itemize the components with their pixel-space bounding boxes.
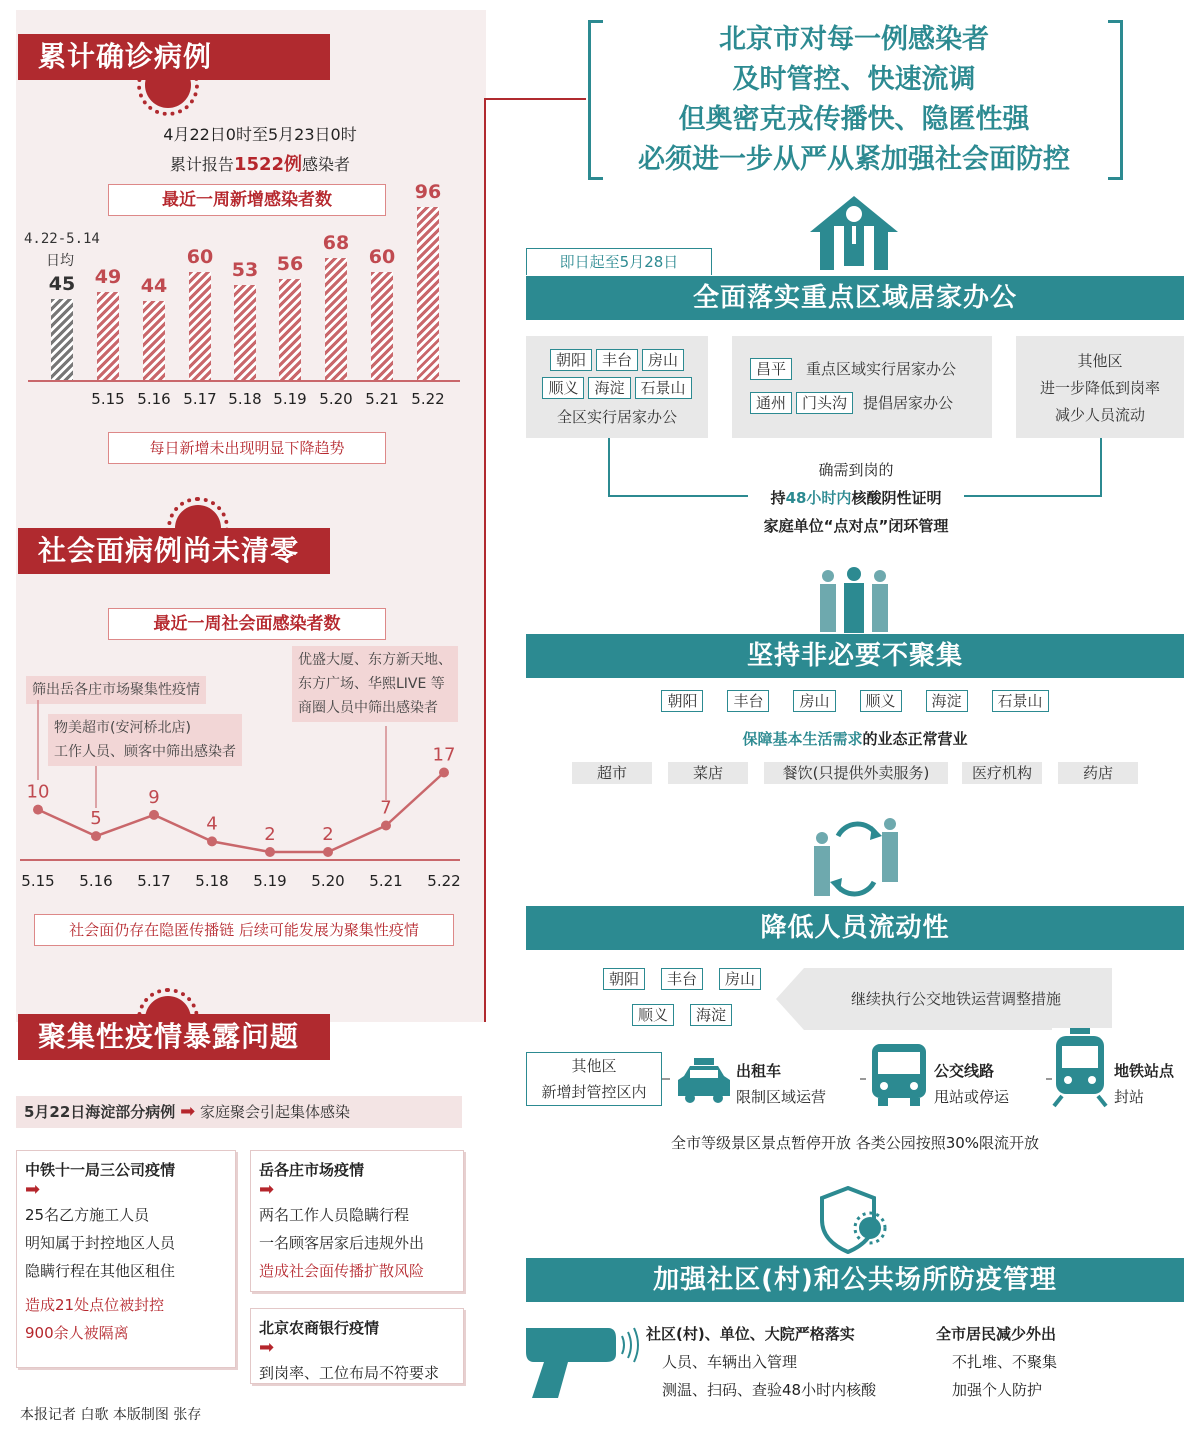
bar-x-label: 5.22: [411, 390, 445, 408]
s3-arrow-text: 继续执行公交地铁运营调整措施: [850, 990, 1061, 1008]
point-value-label: 2: [322, 824, 334, 845]
parks-note: 全市等级景区景点暂停开放 各类公园按照30%限流开放: [670, 1134, 1040, 1152]
district-tag: 海淀: [588, 377, 630, 399]
card-line: 两名工作人员隐瞒行程: [259, 1206, 410, 1224]
card-result: 900余人被隔离: [25, 1324, 129, 1342]
case-label: 5月22日海淀部分病例: [24, 1103, 176, 1121]
point-value-label: 4: [206, 813, 218, 835]
card-result: 造成社会面传播扩散风险: [259, 1262, 425, 1280]
district-tag: 丰台: [596, 349, 638, 371]
point-value-label: 9: [148, 786, 160, 808]
metro-icon: [1052, 1028, 1108, 1108]
data-point: [439, 768, 449, 778]
box-home-office-partial: [732, 336, 992, 438]
resident-measures: [936, 1320, 1057, 1404]
s2-text: 保障基本生活需求的业态正常营业: [742, 730, 968, 748]
district-tag: 顺义: [632, 1004, 674, 1026]
box-text: 重点区域实行居家办公: [806, 360, 957, 378]
section3-title: 聚集性疫情暴露问题: [18, 1014, 330, 1060]
bar-value-label: 96: [414, 181, 442, 204]
district-tag: 丰台: [727, 690, 769, 712]
bar-x-label: 5.16: [137, 390, 171, 408]
headline-line: 必须进一步从严从紧加强社会面防控: [638, 144, 1070, 175]
section-r3-title: 降低人员流动性: [526, 906, 1184, 950]
box-text: 提倡居家办公: [863, 394, 954, 412]
section1-title: 累计确诊病例: [18, 34, 330, 80]
bar-value-label: 60: [368, 246, 396, 268]
metro-title: 地铁站点: [1114, 1062, 1175, 1080]
section-r4-title: 加强社区(村)和公共场所防疫管理: [526, 1258, 1184, 1302]
arrow-right-icon: ➡: [180, 1101, 196, 1122]
line-x-label: 5.19: [253, 872, 287, 890]
measure-title: 全市居民减少外出: [936, 1325, 1057, 1343]
case-row: [16, 1096, 462, 1128]
box-text: 其他区: [1077, 352, 1123, 370]
row-changping: [748, 352, 992, 386]
district-tag: 顺义: [542, 377, 584, 399]
line-x-label: 5.18: [195, 872, 229, 890]
district-list: [526, 690, 1184, 712]
line-x-label: 5.21: [369, 872, 403, 890]
district-tag: 石景山: [635, 377, 692, 399]
card-title: 岳各庄市场疫情: [259, 1161, 365, 1179]
bracket-line: [608, 438, 610, 496]
card-line: 一名顾客居家后违规外出: [259, 1234, 425, 1252]
bar-value-label: 44: [140, 274, 168, 297]
note-wumart-line2: 工作人员、顾客中筛出感染者: [54, 744, 236, 760]
measure-title: 社区(村)、单位、大院严格落实: [646, 1325, 855, 1343]
point-value-label: 17: [432, 744, 456, 766]
district-list: [592, 1004, 772, 1026]
week2-title: 最近一周社会面感染者数: [108, 608, 386, 640]
bar-x-label: 5.18: [228, 390, 262, 408]
district-tag: 石景山: [992, 690, 1049, 712]
headline: [600, 20, 1108, 180]
case-result: 家庭聚会引起集体感染: [199, 1103, 350, 1121]
house-office-icon: [808, 192, 900, 272]
note-bd-line1: 优盛大厦、东方新天地、: [298, 652, 452, 668]
bracket-line: [1100, 438, 1102, 496]
section-r1-title: 全面落实重点区域居家办公: [526, 276, 1184, 320]
row-tongzhou: [748, 386, 992, 420]
data-point: [323, 847, 333, 857]
card-line: 到岗率、工位布局不符要求: [259, 1364, 440, 1382]
point-value-label: 2: [264, 824, 276, 845]
card-line: 明知属于封控地区人员: [25, 1234, 176, 1252]
note-bd-line2: 东方广场、华熙LIVE 等: [298, 676, 445, 692]
shield-virus-icon: [818, 1186, 890, 1254]
district-tag: 朝阳: [603, 968, 645, 990]
section2-title: 社会面病例尚未清零: [18, 528, 330, 574]
bracket-right: [1108, 20, 1123, 180]
chip-pharmacy: 药店: [1058, 762, 1138, 784]
people-group-icon: [812, 566, 896, 634]
line-x-label: 5.22: [427, 872, 461, 890]
card-title: 北京农商银行疫情: [259, 1319, 380, 1337]
bar-value-label: 53: [231, 258, 259, 281]
district-tag: 朝阳: [550, 349, 592, 371]
bar-value-label: 49: [94, 265, 122, 288]
chip-restaurant: 餐饮(只提供外卖服务): [764, 762, 948, 784]
bar-x-label: 5.19: [273, 390, 307, 408]
district-tag: 海淀: [926, 690, 968, 712]
line-chart: [0, 0, 500, 900]
box-text: 全区实行居家办公: [556, 408, 677, 426]
card-zhongtie: [16, 1150, 236, 1368]
chip-medical: 医疗机构: [962, 762, 1042, 784]
chip-grocery: 菜店: [668, 762, 748, 784]
total-prefix: 累计报告: [169, 155, 234, 174]
headline-line: 及时管控、快速流调: [732, 64, 976, 95]
credit: 本报记者 白歌 本版制图 张存: [20, 1407, 202, 1423]
period-text: 4月22日0时至5月23日0时: [163, 125, 357, 144]
measure-line: 不扎堆、不聚集: [952, 1353, 1058, 1371]
total-value: 1522例: [233, 154, 303, 175]
district-tag: 海淀: [690, 1004, 732, 1026]
taxi-icon: [676, 1058, 732, 1104]
chip-supermarket: 超市: [572, 762, 652, 784]
district-tag: 通州: [750, 392, 792, 414]
point-value-label: 10: [26, 781, 50, 803]
bus-item: [866, 1042, 1046, 1112]
box-text: 减少人员流动: [1054, 406, 1145, 424]
data-point: [149, 810, 159, 820]
note-bd-line3: 商圈人员中筛出感染者: [298, 700, 438, 716]
week-title: 最近一周新增感染者数: [108, 184, 386, 216]
district-tag: 房山: [642, 349, 684, 371]
taxi-item: [670, 1050, 860, 1110]
bar-value-label: 60: [186, 246, 214, 268]
bracket-line: [964, 495, 1102, 497]
bus-desc: 甩站或停运: [934, 1088, 1010, 1106]
line-x-label: 5.16: [79, 872, 113, 890]
bar-x-label: 5.20: [319, 390, 353, 408]
line-x-label: 5.17: [137, 872, 171, 890]
note-yuegezhuang: 筛出岳各庄市场聚集性疫情: [26, 676, 206, 704]
connector-line: [486, 98, 586, 100]
district-list: [526, 346, 708, 402]
other-districts-box: [526, 1052, 662, 1106]
box-other-districts: [1016, 336, 1184, 438]
district-tag: 昌平: [750, 358, 792, 380]
data-point: [207, 836, 217, 846]
data-point: [33, 805, 43, 815]
avg-label-avg: 日均: [46, 253, 74, 269]
card-title: 中铁十一局三公司疫情: [25, 1161, 176, 1179]
card-yuegezhuang: [250, 1150, 464, 1292]
trend-note: 每日新增未出现明显下降趋势: [108, 432, 386, 464]
thermometer-gun-icon: [524, 1326, 640, 1400]
community-measures: [646, 1320, 876, 1404]
box-text: 其他区: [571, 1057, 617, 1075]
line-x-label: 5.15: [21, 872, 55, 890]
district-tag: 顺义: [860, 690, 902, 712]
bar-x-label: 5.17: [183, 390, 217, 408]
measure-line: 人员、车辆出入管理: [662, 1353, 798, 1371]
point-value-label: 5: [90, 808, 102, 830]
box-text: 进一步降低到岗率: [1039, 379, 1160, 397]
data-point: [381, 821, 391, 831]
arrow-right-icon: ➡: [259, 1179, 275, 1200]
bus-title: 公交线路: [934, 1062, 995, 1080]
district-list: [592, 968, 772, 990]
arrow-right-icon: ➡: [25, 1179, 41, 1200]
req-line: 持48小时内核酸阴性证明: [770, 489, 942, 507]
taxi-title: 出租车: [736, 1062, 782, 1080]
metro-desc: 封站: [1114, 1088, 1145, 1106]
measure-line: 加强个人防护: [952, 1381, 1043, 1399]
bar-value-label: 45: [48, 273, 76, 295]
headline-line: 北京市对每一例感染者: [719, 24, 989, 55]
headline-line: 但奥密克戎传播快、隐匿性强: [678, 104, 1030, 135]
taxi-desc: 限制区域运营: [736, 1088, 827, 1106]
district-tag: 朝阳: [661, 690, 703, 712]
bar-x-label: 5.21: [365, 390, 399, 408]
card-line: 25名乙方施工人员: [25, 1206, 150, 1224]
social-note: 社会面仍存在隐匿传播链 后续可能发展为聚集性疫情: [34, 914, 454, 946]
district-tag: 门头沟: [796, 392, 853, 414]
people-exchange-icon: [808, 816, 904, 900]
bar-value-label: 68: [322, 231, 350, 254]
total-suffix: 感染者: [302, 155, 351, 174]
box-home-office-full: [526, 336, 708, 438]
point-value-label: 7: [380, 797, 392, 819]
req-line: 家庭单位“点对点”闭环管理: [763, 517, 949, 535]
arrow-right-icon: ➡: [259, 1337, 275, 1358]
measure-line: 测温、扫码、查验48小时内核酸: [662, 1381, 877, 1399]
bar-value-label: 56: [276, 253, 304, 276]
card-result: 造成21处点位被封控: [25, 1296, 165, 1314]
data-point: [91, 831, 101, 841]
metro-item: [1052, 1028, 1188, 1112]
card-nongshang: [250, 1308, 464, 1384]
req-line: 确需到岗的: [818, 461, 894, 479]
date-tag: 即日起至5月28日: [526, 248, 712, 275]
box-text: 新增封管控区内: [541, 1083, 647, 1101]
bracket-line: [608, 495, 748, 497]
note-wumart-line1: 物美超市(安河桥北店): [54, 720, 191, 736]
district-tag: 房山: [793, 690, 835, 712]
card-line: 隐瞒行程在其他区租住: [25, 1262, 176, 1280]
section-r2-title: 坚持非必要不聚集: [526, 634, 1184, 678]
onsite-requirements: [748, 456, 964, 540]
avg-label-range: 4.22-5.14: [24, 231, 100, 247]
district-tag: 房山: [719, 968, 761, 990]
data-point: [265, 847, 275, 857]
line-x-label: 5.20: [311, 872, 345, 890]
bar-x-label: 5.15: [91, 390, 125, 408]
district-tag: 丰台: [661, 968, 703, 990]
bus-icon: [870, 1042, 928, 1108]
